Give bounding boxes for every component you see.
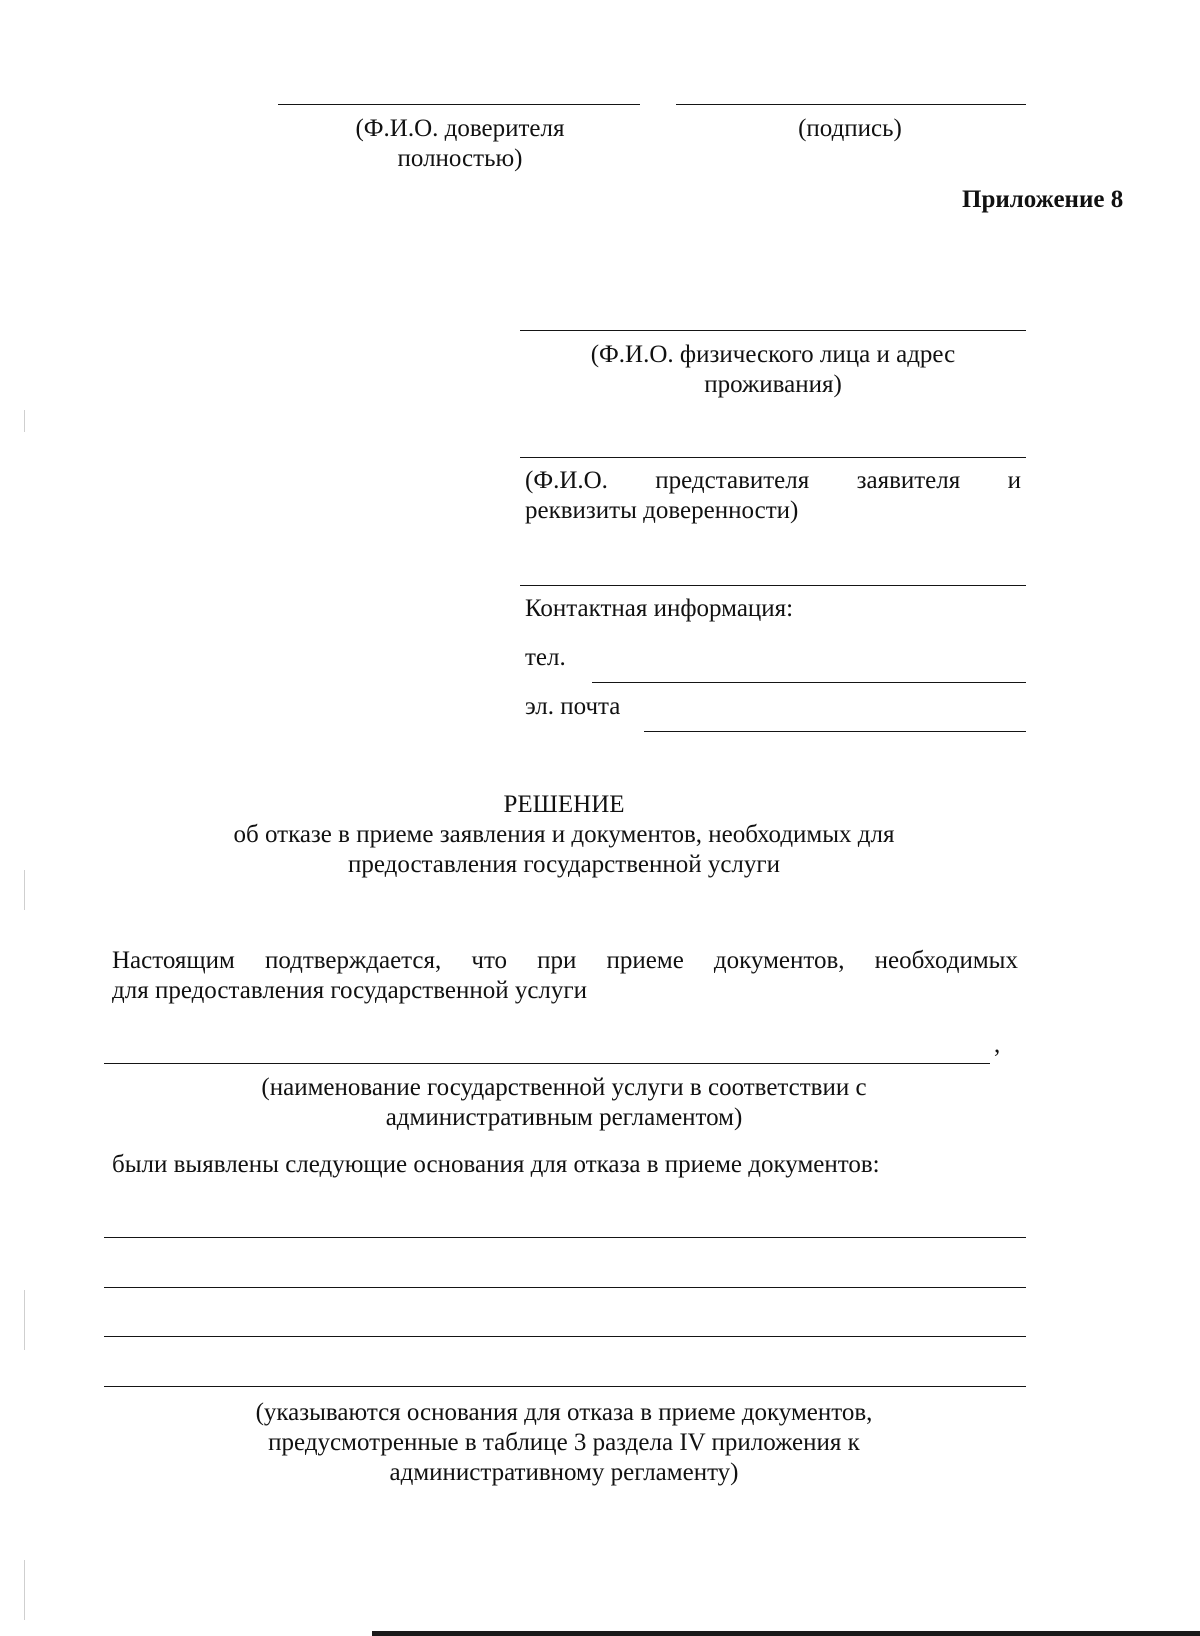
representative-line[interactable]	[520, 457, 1026, 458]
contact-label: Контактная информация:	[525, 595, 794, 622]
decision-title: РЕШЕНИЕ	[503, 791, 625, 818]
person-caption-line2: проживания)	[704, 371, 842, 398]
grounds-line-1[interactable]	[104, 1237, 1026, 1238]
signature-caption: (подпись)	[798, 115, 902, 142]
decision-heading	[100, 790, 1028, 880]
fio-caption	[300, 114, 620, 174]
grounds-caption-line2: предусмотренные в таблице 3 раздела IV приложения к	[268, 1429, 860, 1456]
fio-signature-line[interactable]	[278, 104, 640, 105]
person-caption	[520, 340, 1026, 400]
grounds-caption-line3: административному регламенту)	[389, 1459, 739, 1486]
phone-label: тел.	[525, 644, 566, 671]
grounds-intro: были выявлены следующие основания для отказа в приеме документов:	[112, 1151, 880, 1178]
phone-field-line[interactable]	[592, 682, 1026, 683]
scan-bottom-edge	[372, 1631, 1200, 1636]
person-name-line[interactable]	[520, 330, 1026, 331]
extra-line[interactable]	[520, 585, 1026, 586]
service-caption-line1: (наименование государственной услуги в соответствии с	[261, 1074, 867, 1101]
scan-edge-mark	[24, 870, 25, 910]
scan-edge-mark	[24, 410, 25, 432]
intro-paragraph	[112, 946, 1018, 1006]
service-name-line[interactable]	[104, 1063, 990, 1064]
grounds-caption	[100, 1398, 1028, 1488]
intro-line2: для предоставления государственной услуги	[112, 977, 588, 1004]
service-line-comma: ,	[994, 1031, 1001, 1058]
fio-caption-line1: (Ф.И.О. доверителя	[355, 115, 565, 142]
person-caption-line1: (Ф.И.О. физического лица и адрес	[590, 341, 956, 368]
decision-subtitle-line1: об отказе в приеме заявления и документов, необходимых для	[233, 821, 895, 848]
grounds-line-3[interactable]	[104, 1336, 1026, 1337]
representative-caption-line2: реквизиты доверенности)	[525, 497, 799, 524]
fio-caption-line2: полностью)	[397, 145, 523, 172]
appendix-label: Приложение 8	[962, 186, 1124, 213]
email-field-line[interactable]	[644, 731, 1026, 732]
signature-line[interactable]	[676, 104, 1026, 105]
grounds-line-2[interactable]	[104, 1287, 1026, 1288]
grounds-line-4[interactable]	[104, 1386, 1026, 1387]
scan-edge-mark	[24, 1560, 25, 1620]
scan-edge-mark	[24, 1290, 25, 1350]
grounds-caption-line1: (указываются основания для отказа в приеме документов,	[255, 1399, 873, 1426]
intro-line1: Настоящим подтверждается, что при приеме документов, необходимых	[112, 947, 1018, 974]
representative-caption-line1: (Ф.И.О. представителя заявителя и	[525, 467, 1021, 494]
service-caption	[100, 1073, 1028, 1133]
decision-subtitle-line2: предоставления государственной услуги	[347, 851, 781, 878]
representative-caption	[525, 466, 1021, 526]
service-caption-line2: административным регламентом)	[385, 1104, 743, 1131]
email-label: эл. почта	[525, 693, 621, 720]
